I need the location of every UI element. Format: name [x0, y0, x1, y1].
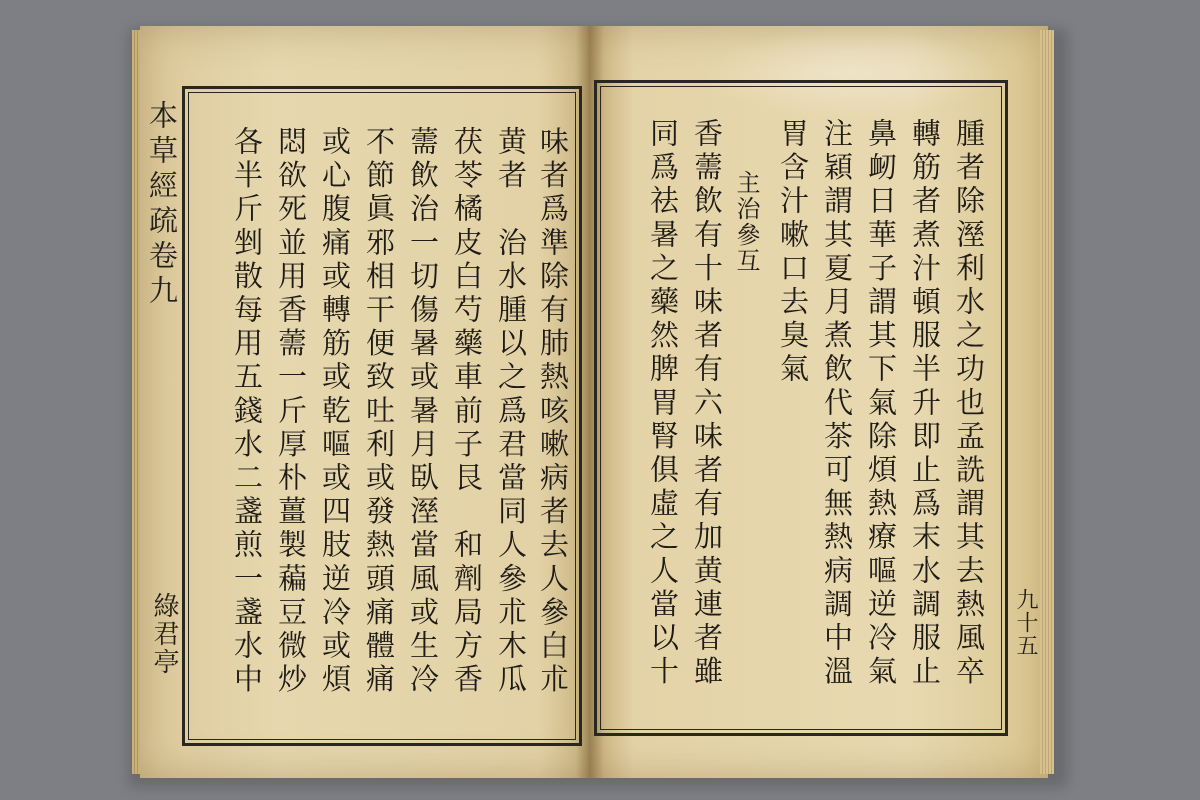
right-text-column: 腫者除溼利水之功也孟詵謂其去熱風卒 [952, 118, 986, 690]
left-text-column: 薷飲治一切傷暑或暑月臥溼當風或生冷 [406, 126, 440, 698]
left-text-column: 黄者 治水腫以之爲君當同人參朮木瓜 [494, 126, 528, 698]
page-number: 九十五 [1013, 588, 1038, 657]
left-text-column: 或心腹痛或轉筋或乾嘔或四肢逆冷或煩 [318, 126, 352, 698]
left-text-column: 茯苓橘皮白芍藥車前子艮 和劑局方香 [450, 126, 484, 698]
right-text-column: 同爲祛暑之藥然脾胃腎俱虛之人當以十 [646, 118, 680, 690]
left-text-column: 味者爲準除有肺熱咳嗽病者去人參白朮 [536, 126, 570, 698]
book-title-margin: 本草經疏卷九 [145, 100, 179, 310]
right-page-edges [1040, 30, 1054, 774]
right-text-column: 轉筋者煮汁頓服半升即止爲末水調服止 [908, 118, 942, 690]
publisher-margin: 綠君亭 [149, 592, 179, 676]
section-heading: 主治參互 [732, 170, 760, 274]
right-text-column: 胃含汁嗽口去臭氣 [776, 118, 810, 387]
right-text-column: 香薷飲有十味者有六味者有加黄連者雖 [690, 118, 724, 690]
left-text-column: 悶欲死並用香薷一斤厚朴薑製藊豆微炒 [274, 126, 308, 698]
left-text-column: 不節眞邪相干便致吐利或發熱頭痛體痛 [362, 126, 396, 698]
left-text-column: 各半斤剉散每用五錢水二盞煎一盞水中 [230, 126, 264, 698]
right-text-column: 鼻衂日華子謂其下氣除煩熱療嘔逆冷氣 [864, 118, 898, 690]
right-text-column: 注穎謂其夏月煮飲代茶可無熱病調中溫 [820, 118, 854, 690]
